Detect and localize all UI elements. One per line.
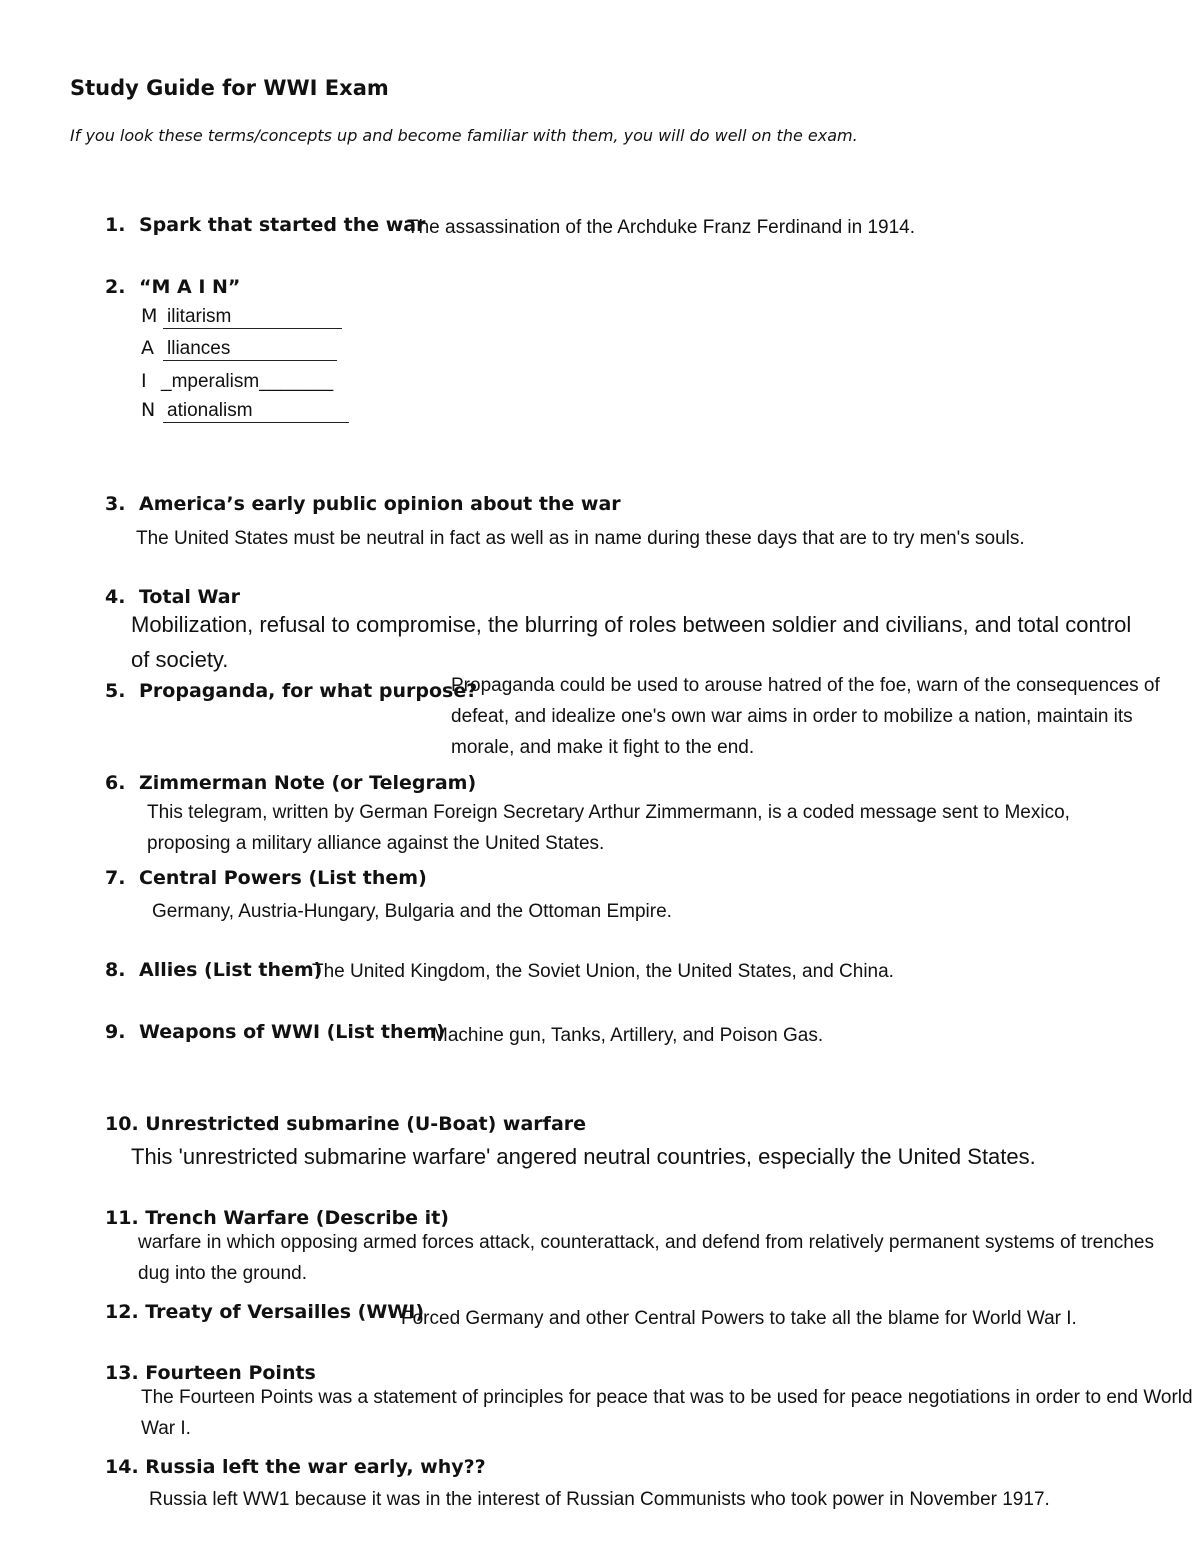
question-number: 12. <box>105 1301 139 1323</box>
question-number: 7. <box>105 867 126 889</box>
answer-5: Propaganda could be used to arouse hatred of the foe, warn of the consequences of defeat, and idealize one's own war aims in order to mobilize a nation, maintain its morale, and make it fight to the end. <box>451 675 1160 758</box>
question-8 <box>105 959 322 981</box>
answer-8: The United Kingdom, the Soviet Union, the United States, and China. <box>312 961 894 982</box>
question-6 <box>105 772 476 794</box>
answer-3: The United States must be neutral in fact as well as in name during these days that are to try men's souls. <box>136 528 1025 549</box>
question-5 <box>105 680 477 702</box>
question-11 <box>105 1207 449 1229</box>
question-9 <box>105 1021 445 1043</box>
question-13 <box>105 1362 316 1384</box>
question-2 <box>105 276 240 298</box>
question-number: 9. <box>105 1021 126 1043</box>
question-text: Total War <box>139 586 240 608</box>
main-letter: N <box>141 399 156 421</box>
question-number: 4. <box>105 586 126 608</box>
question-text: Allies (List them) <box>139 959 323 981</box>
question-number: 2. <box>105 276 126 298</box>
question-text: “M A I N” <box>139 276 241 298</box>
page-subtitle: If you look these terms/concepts up and become familiar with them, you will do well on the exam. <box>70 126 858 145</box>
answer-14: Russia left WW1 because it was in the interest of Russian Communists who took power in November 1917. <box>149 1489 1050 1510</box>
question-text: Propaganda, for what purpose? <box>139 680 478 702</box>
answer-12: Forced Germany and other Central Powers to take all the blame for World War I. <box>401 1308 1077 1329</box>
answer-11: warfare in which opposing armed forces attack, counterattack, and defend from relatively permanent systems of trenches dug into the ground. <box>138 1232 1154 1284</box>
question-1 <box>105 214 425 236</box>
question-number: 14. <box>105 1456 139 1478</box>
question-text: Trench Warfare (Describe it) <box>145 1207 449 1229</box>
main-fill: ationalism <box>163 400 349 423</box>
main-fill: lliances <box>163 338 337 361</box>
page-title: Study Guide for WWI Exam <box>70 76 389 100</box>
question-number: 13. <box>105 1362 139 1384</box>
question-number: 10. <box>105 1113 139 1135</box>
main-letter: I <box>141 370 147 392</box>
answer-13: The Fourteen Points was a statement of principles for peace that was to be used for peace negotiations in order to end World War I. <box>141 1387 1193 1439</box>
question-number: 1. <box>105 214 126 236</box>
question-10 <box>105 1113 586 1135</box>
question-14 <box>105 1456 486 1478</box>
question-number: 6. <box>105 772 126 794</box>
question-text: Unrestricted submarine (U-Boat) warfare <box>145 1113 587 1135</box>
question-text: Zimmerman Note (or Telegram) <box>139 772 477 794</box>
question-3 <box>105 493 621 515</box>
answer-9: Machine gun, Tanks, Artillery, and Poison Gas. <box>432 1025 824 1046</box>
answer-6: This telegram, written by German Foreign Secretary Arthur Zimmermann, is a coded message sent to Mexico, proposing a military alliance against the United States. <box>147 802 1070 854</box>
answer-10: This 'unrestricted submarine warfare' angered neutral countries, especially the United States. <box>131 1144 1036 1169</box>
question-number: 11. <box>105 1207 139 1229</box>
main-row-m <box>141 305 342 331</box>
question-number: 5. <box>105 680 126 702</box>
question-text: Treaty of Versailles (WWI) <box>145 1301 425 1323</box>
question-text: Fourteen Points <box>145 1362 316 1384</box>
main-fill: _mperalism_______ <box>161 371 334 392</box>
main-fill: ilitarism <box>163 306 342 329</box>
question-4 <box>105 586 240 608</box>
answer-4: Mobilization, refusal to compromise, the blurring of roles between soldier and civilians, and total control of society. <box>131 612 1132 672</box>
main-row-a <box>141 337 337 363</box>
question-text: Weapons of WWI (List them) <box>139 1021 445 1043</box>
question-text: Spark that started the war <box>139 214 426 236</box>
answer-7: Germany, Austria-Hungary, Bulgaria and the Ottoman Empire. <box>152 901 672 922</box>
question-7 <box>105 867 427 889</box>
question-text: America’s early public opinion about the war <box>139 493 621 515</box>
question-12 <box>105 1301 424 1323</box>
main-letter: A <box>141 337 154 359</box>
main-row-i <box>141 370 333 396</box>
main-row-n <box>141 399 349 425</box>
question-text: Russia left the war early, why?? <box>145 1456 486 1478</box>
question-text: Central Powers (List them) <box>139 867 427 889</box>
main-letter: M <box>141 305 158 327</box>
question-number: 8. <box>105 959 126 981</box>
question-number: 3. <box>105 493 126 515</box>
answer-1: The assassination of the Archduke Franz Ferdinand in 1914. <box>407 217 916 238</box>
